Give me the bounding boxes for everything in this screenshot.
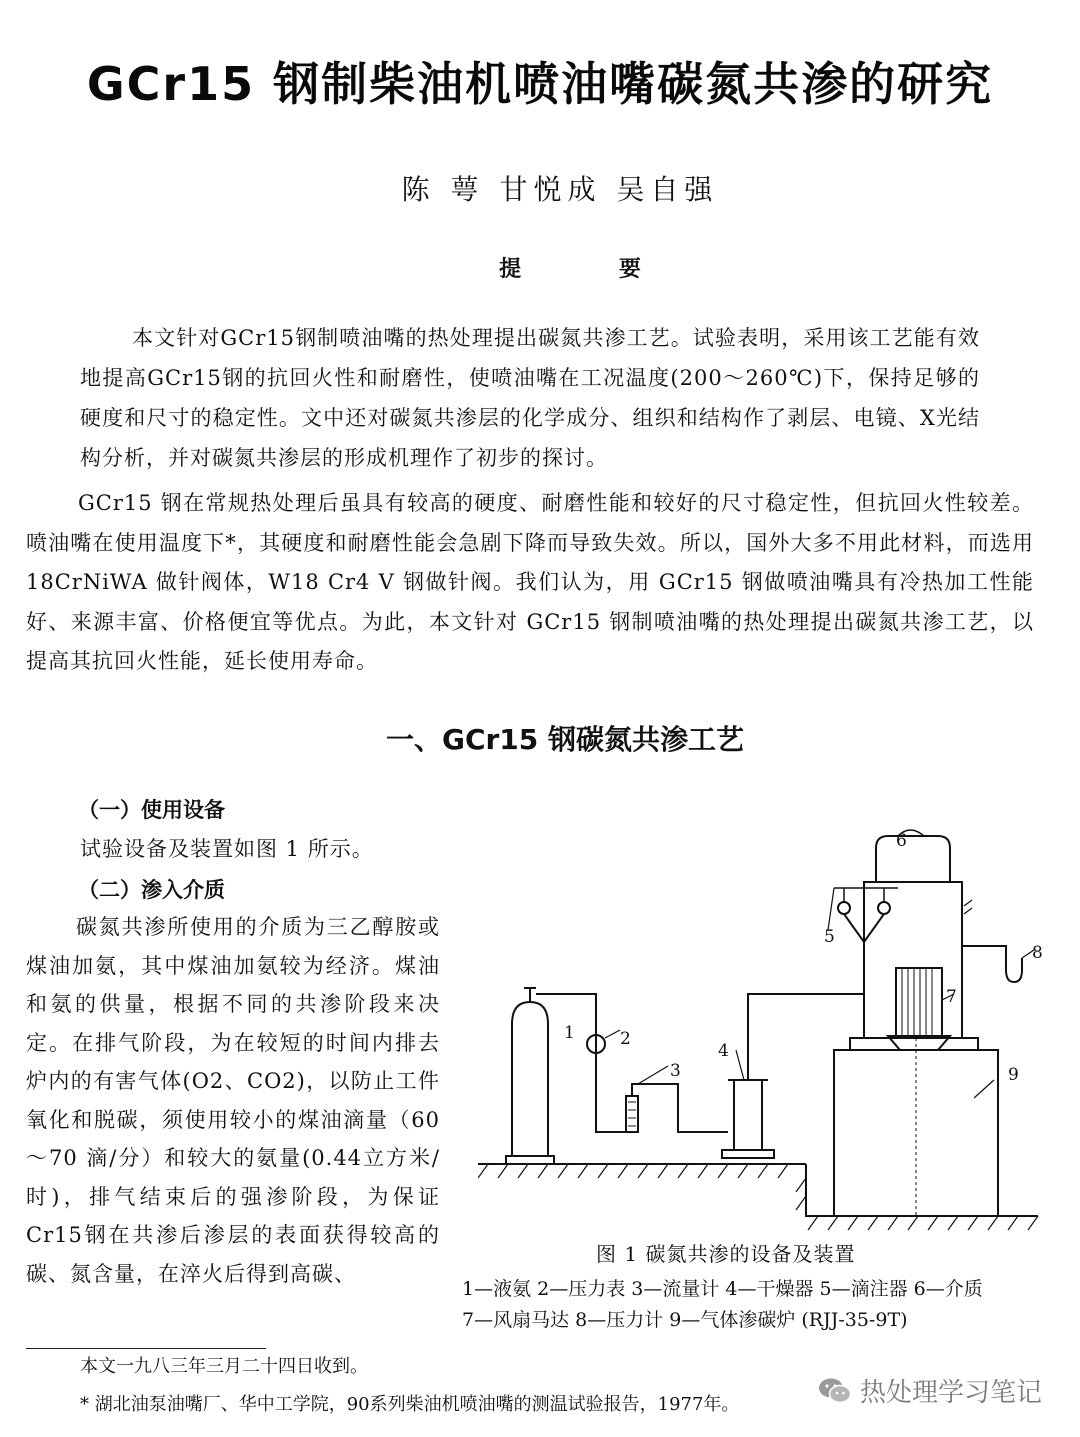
equipment-diagram [478, 818, 1058, 1238]
footnote-received: 本文一九八三年三月二十四日收到。 [80, 1356, 368, 1377]
label-2: 2 [620, 1029, 631, 1049]
label-6: 6 [896, 831, 907, 851]
label-1: 1 [564, 1023, 575, 1043]
figure-caption: 图 1 碳氮共渗的设备及装置 [596, 1242, 856, 1266]
manometer [962, 922, 1034, 1038]
subsection-text-medium: 碳氮共渗所使用的介质为三乙醇胺或煤油加氨，其中煤油加氨较为经济。煤油和氨的供量，根据不同的共渗阶段来决定。在排气阶段，为在较短的时间内排去炉内的有害气体(O2、CO2)，以防止工件氧化和脱碳，须使用较小的煤油滴量（60～70 滴/分）和较大的氨量(0.44立方米/时)，排气结束后的强渗阶段，为保证Cr15钢在共渗后渗层的表面获得较高的碳、氮含量，在淬火后得到高碳、 [26, 915, 440, 1286]
watermark-text: 热处理学习笔记 [860, 1378, 1043, 1408]
abstract-text: 本文针对GCr15钢制喷油嘴的热处理提出碳氮共渗工艺。试验表明，采用该工艺能有效地提高GCr15钢的抗回火性和耐磨性，使喷油嘴在工况温度(200～260℃)下，保持足够的硬度和尺寸的稳定性。文中还对碳氮共渗层的化学成分、组织和结构作了剥层、电镜、X光结构分析，并对碳氮共渗层的形成机理作了初步的探讨。 [80, 326, 980, 470]
gas-carburizing-furnace [834, 1038, 998, 1216]
label-5: 5 [824, 927, 835, 947]
figure-legend-line: 1—液氨 2—压力表 3—流量计 4—干燥器 5—滴注器 6—介质 [462, 1278, 983, 1300]
label-4: 4 [718, 1041, 729, 1061]
footnote-divider [26, 1348, 266, 1349]
label-8: 8 [1032, 943, 1043, 963]
subsection-heading-equipment: （一）使用设备 [78, 798, 225, 822]
subsection-text-equipment: 试验设备及装置如图 1 所示。 [80, 837, 374, 861]
footnote-reference: * 湖北油泵油嘴厂、华中工学院，90系列柴油机喷油嘴的测温试验报告，1977年。 [80, 1394, 740, 1415]
intro-paragraph: GCr15 钢在常规热处理后虽具有较高的硬度、耐磨性能和较好的尺寸稳定性，但抗回火性较差。喷油嘴在使用温度下*，其硬度和耐磨性能会急剧下降而导致失效。所以，国外大多不用此材料，而选用 18CrNiWA 做针阀体，W18 Cr4 V 钢做针阀。我们认为，用 GCr15 钢做喷油嘴具有冷热加工性能好、来源丰富、价格便宜等优点。为此，本文针对 GCr15 钢制喷油嘴的热处理提出碳氮共渗工艺，以提高其抗回火性能，延长使用寿命。 [26, 491, 1034, 673]
ammonia-cylinder [506, 988, 554, 1164]
abstract-heading: 提 要 [499, 257, 641, 282]
authors: 陈 萼 甘悦成 吴自强 [401, 173, 719, 206]
label-7: 7 [946, 987, 957, 1007]
label-9: 9 [1008, 1065, 1019, 1085]
figure-legend [462, 1274, 1062, 1336]
dryer [722, 994, 864, 1158]
subsection-heading-medium: （二）渗入介质 [78, 878, 225, 902]
floor-hatching [478, 1164, 1038, 1230]
wechat-icon [818, 1377, 852, 1405]
label-3: 3 [670, 1061, 681, 1081]
floor-line-right [806, 1164, 1038, 1216]
watermark [818, 1372, 1042, 1409]
figure-legend-line: 7—风扇马达 8—压力计 9—气体渗碳炉 (RJJ-35-9T) [462, 1309, 908, 1331]
ammonia-line [550, 994, 626, 1132]
section-heading: 一、GCr15 钢碳氮共渗工艺 [385, 723, 745, 756]
paper-title: GCr15 钢制柴油机喷油嘴碳氮共渗的研究 [86, 57, 994, 111]
